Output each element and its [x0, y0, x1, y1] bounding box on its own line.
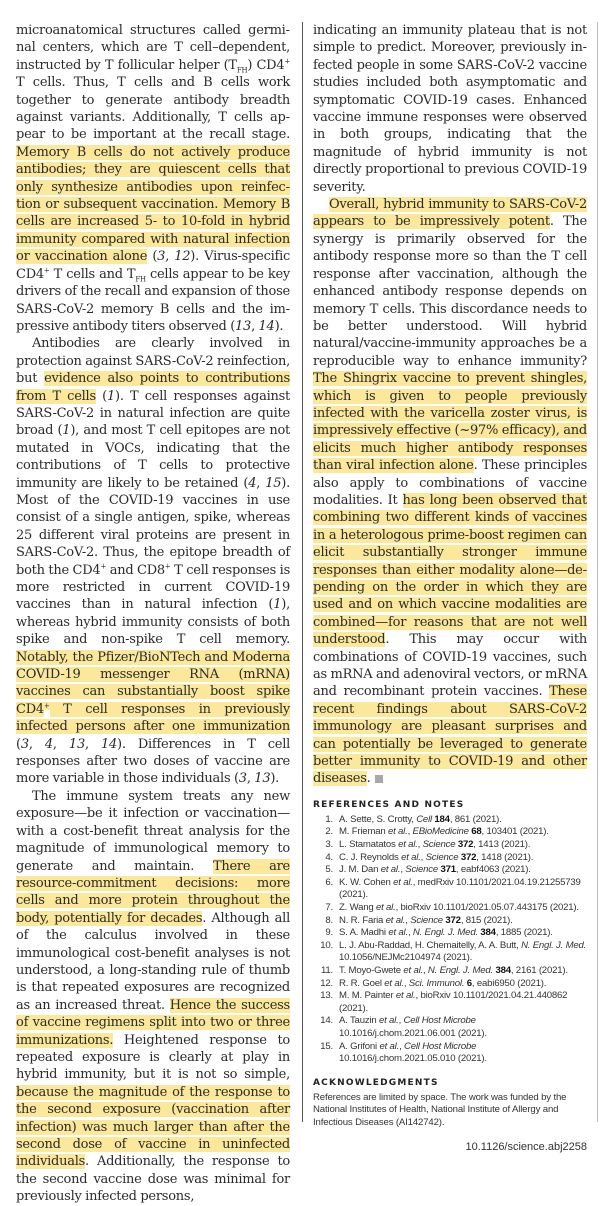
text-run: . The synergy is primarily observed for the antibody response more so than the T cell response after vaccination, although the enhanced antibody response depends on memory T cells. This discordance needs to be better understood. Will hybrid natural/vaccine-immunity approaches be a reproducible way to enhance immunity?: [313, 214, 587, 369]
left-column: [16, 22, 290, 1206]
reference-italic-text: et al.: [385, 914, 406, 926]
reference-item: [313, 877, 587, 902]
right-column-body: [313, 22, 587, 788]
reference-text: ,: [398, 1015, 404, 1027]
highlighted-text: because the magnitude of the response to the second exposure (vaccination after infection) was much larger than after the second dose of vaccine in uninfected individuals: [16, 1084, 290, 1170]
highlighted-text: Hence the success of vaccine regimens split into two or three immunizations.: [16, 997, 290, 1048]
reference-italic-text: et al.: [379, 1040, 400, 1052]
reference-text: Z. Wang: [339, 902, 376, 914]
text-run: ,: [246, 771, 255, 787]
reference-volume: 384: [480, 927, 496, 939]
reference-item: [313, 902, 587, 915]
reference-text: A. Tauzin: [339, 1015, 379, 1027]
reference-italic-text: et al.: [375, 902, 396, 914]
reference-italic-text: N. Engl. J. Med.: [412, 927, 478, 939]
reference-text: ,: [405, 914, 411, 926]
text-run: FH: [135, 275, 146, 284]
reference-italic-text: N. Engl. J. Med.: [521, 939, 587, 951]
text-run: ,: [52, 736, 69, 752]
text-run: . Although all of the calculus involved in these immunological cost-benefit analyses is not understood, a long-standing rule of thumb is that repeated exposures are recognized as an increased threat.: [16, 910, 290, 1013]
highlighted-text: These recent findings about SARS-CoV-2 immunology are pleasant surprises and can potentially be leveraged to generate better immunity to COVID-19 and other diseases: [313, 684, 587, 787]
highlighted-text: The Shingrix vaccine to prevent shingles, which is given to people previously infected with the varicella zoster virus, is impressively effective (~97% efficacy), and elicits much higher antibody responses than viral infection alone: [313, 371, 587, 474]
text-run: ), and most T cell epitopes are not mutated in VOCs, indicating that the contributions of T cells to protective immunity are likely to be retained (: [16, 423, 290, 491]
highlighted-text: There are resource-commitment decisions: more cells and more protein throughout the body, potentially for decades: [16, 858, 290, 926]
reference-item: [313, 864, 587, 877]
reference-number: 6.: [325, 876, 333, 888]
reference-number: 10.: [320, 939, 333, 951]
page-edge-line: [597, 22, 598, 1122]
text-run: T cells. Thus, T cells and B cells work together to generate antibody breadth against variants. Additionally, T cells appear to be important at the recall stage.: [16, 75, 290, 143]
reference-italic-text: Science: [410, 914, 443, 926]
text-run: (: [95, 388, 108, 404]
reference-number: 15.: [320, 1040, 333, 1052]
reference-text: , 815 (2021).: [460, 914, 513, 926]
reference-text: ,: [403, 977, 409, 989]
citation-number: 15: [265, 475, 282, 491]
text-run: . Additionally, the response to the second vaccine dose was minimal for previously infected persons,: [16, 1154, 290, 1205]
highlighted-text: T cell responses in previously infected persons after one immunization: [16, 701, 290, 735]
reference-text: , eabf4063 (2021).: [455, 864, 531, 876]
citation-number: 1: [107, 388, 116, 404]
reference-italic-text: N. Engl. J. Med.: [427, 965, 493, 976]
reference-item: [313, 839, 587, 852]
reference-text: , 1418 (2021).: [476, 851, 534, 863]
text-run: +: [43, 266, 50, 275]
reference-item: [313, 965, 587, 978]
paragraph: [313, 22, 587, 196]
reference-text: ,: [422, 965, 428, 976]
reference-text: , medRxiv 10.1101/2021.04.19.21255739 (2021).: [339, 876, 581, 901]
reference-text: L. Stamatatos: [339, 839, 399, 851]
text-run: ,: [251, 318, 259, 334]
reference-text: ,: [417, 839, 423, 851]
citation-number: 3: [157, 249, 166, 265]
reference-number: 12.: [320, 977, 333, 989]
text-run: (: [16, 736, 21, 752]
reference-italic-text: Cell Host Microbe: [404, 1040, 477, 1052]
citation-number: 13: [235, 318, 252, 334]
reference-italic-text: et al.: [384, 977, 404, 989]
reference-item: [313, 915, 587, 928]
paragraph: [16, 335, 290, 788]
citation-number: 3: [20, 736, 29, 752]
paragraph: [313, 196, 587, 788]
text-run: T cells and T: [49, 266, 136, 282]
reference-text: M. Frieman: [339, 826, 388, 838]
text-run: +: [100, 562, 107, 571]
reference-text: K. W. Cohen: [339, 876, 394, 888]
reference-volume: 184: [434, 813, 450, 825]
citation-number: 1: [62, 423, 71, 439]
reference-text: R. R. Goel: [339, 977, 385, 989]
reference-text: ,: [399, 1040, 404, 1052]
reference-item: [313, 927, 587, 940]
text-run: ), whereas hybrid immunity consists of both spike and non-spike T cell memory.: [16, 597, 290, 648]
text-run: ,: [165, 249, 175, 265]
reference-text: ,: [420, 851, 426, 863]
citation-number: 4: [44, 736, 53, 752]
reference-number: 8.: [325, 914, 333, 926]
text-run: ). T cell responses against SARS-CoV-2 in natural infection are quite broad (: [16, 388, 290, 439]
reference-item: [313, 1041, 587, 1066]
reference-text: N. R. Faria: [339, 914, 386, 926]
reference-italic-text: et al.: [388, 927, 408, 939]
text-run: Heightened response to repeated exposure is clearly at play in hybrid immunity, but it is not so simple,: [16, 1032, 290, 1083]
reference-text: T. Moyo-Gwete: [339, 965, 404, 976]
reference-italic-text: et al.: [401, 851, 421, 863]
reference-text: ,: [400, 864, 406, 876]
text-run: indicating an immunity plateau that is not simple to predict. Moreover, previously infected people in some SARS-CoV-2 vaccine studies included both asymptomatic and symptomatic COVID-19 cases. Enhanced vaccine immune responses were observed in both groups, indicating that the magnitude of hybrid immunity is not directly proportional to previous COVID-19 severity.: [313, 23, 587, 195]
citation-number: 13: [254, 771, 271, 787]
reference-text: C. J. Reynolds: [339, 851, 402, 863]
reference-text: 10.1056/NEJMc2104974 (2021).: [339, 952, 473, 964]
text-run: ,: [84, 736, 101, 752]
reference-text: , 103401 (2021).: [481, 826, 549, 838]
text-run: cells appear to be key drivers of the recall and expansion of those SARS-CoV-2 memory B cells and the impressive antibody titers observed (: [16, 266, 291, 334]
reference-text: ,: [407, 927, 413, 939]
reference-item: [313, 826, 587, 839]
reference-text: , eabi6950 (2021).: [471, 977, 547, 989]
text-run: ).: [274, 318, 284, 334]
text-run: (: [147, 249, 158, 265]
references-list: [313, 814, 587, 1066]
paragraph: [16, 788, 290, 1206]
reference-item: [313, 990, 587, 1015]
reference-italic-text: et al.: [393, 876, 413, 888]
text-run: . These principles also apply to combinations of vaccine modalities. It: [313, 458, 587, 508]
reference-number: 7.: [325, 902, 333, 914]
reference-number: 13.: [320, 990, 333, 1002]
citation-number: 12: [174, 249, 191, 265]
reference-volume: 372: [457, 839, 474, 851]
acknowledgments-text: References are limited by space. The work was funded by the National Institutes of Health, National Institute of Allergy and Infectious Diseases (AI142742).: [313, 1091, 567, 1128]
reference-italic-text: Cell Host Microbe: [403, 1015, 476, 1027]
highlighted-text: has long been observed that combining two different kinds of vaccines in a heterologous prime-boost regimen can elicit substantially stronger immune responses than either modality alone—depending on the order in which they are used and on which vaccine modalities are combined—for reasons that are not well understood: [313, 492, 587, 648]
reference-item: [313, 978, 587, 991]
reference-text: , 1885 (2021).: [495, 927, 553, 939]
citation-number: 14: [258, 318, 275, 334]
reference-text: ,: [407, 826, 413, 838]
reference-volume: 384: [495, 965, 511, 976]
highlighted-text: Memory B cells do not actively produce antibodies; they are quiescent cells that only synthesize antibodies upon reinfection or subsequent vaccination. Memory B cells are increased 5- to 10-fold in hybrid immunity compared with natural infection or vaccination alone: [16, 144, 290, 265]
citation-number: 13: [68, 736, 85, 752]
reference-text: 10.1016/j.chom.2021.05.010 (2021).: [339, 1053, 487, 1065]
citation-number: 14: [100, 736, 118, 752]
text-run: Antibodies are clearly involved in protection against SARS-CoV-2 reinfection, but: [16, 336, 290, 387]
reference-number: 3.: [325, 839, 333, 851]
reference-italic-text: Cell: [416, 813, 432, 825]
highlighted-text: Notably, the Pfizer/BioNTech and Moderna COVID-19 messenger RNA (mRNA) vaccines can substantially boost spike CD4: [16, 649, 290, 717]
reference-text: 10.1016/j.chom.2021.06.001 (2021).: [339, 1027, 487, 1039]
reference-italic-text: EBioMedicine: [412, 826, 469, 838]
reference-text: , bioRxiv 10.1101/2021.05.07.443175 (2021).: [395, 902, 579, 914]
citation-number: 3: [238, 771, 247, 787]
text-run: ).: [270, 771, 280, 787]
reference-italic-text: et al.: [398, 839, 418, 851]
column-divider: [302, 22, 303, 1122]
text-run: microanatomical structures called germinal centers, which are T cell–dependent, instructed by T follicular helper (T: [16, 23, 290, 73]
reference-text: , 2161 (2021).: [510, 965, 568, 976]
reference-volume: 372: [445, 914, 461, 926]
text-run: +: [164, 562, 171, 571]
text-run: ). Differences in T cell responses after two doses of vaccine are more variable in those individuals (: [16, 736, 291, 787]
reference-volume: 372: [460, 851, 477, 863]
highlighted-text: +: [43, 701, 50, 710]
reference-item: [313, 814, 587, 827]
text-run: The immune system treats any new exposure—be it infection or vaccination—with a cost-benefit threat analysis for the magnitude of immunological memory to generate and maintain.: [16, 788, 290, 874]
reference-italic-text: et al.: [380, 864, 401, 876]
text-run: T cell responses is more restricted in current COVID-19 vaccines than in natural infection (: [16, 562, 290, 613]
end-of-article-mark-icon: [375, 775, 383, 783]
reference-item: [313, 852, 587, 865]
reference-text: A. Sette, S. Crotty,: [339, 813, 417, 825]
reference-text: L. J. Abu-Raddad, H. Chemaitelly, A. A. Butt,: [339, 939, 522, 951]
text-run: ,: [256, 475, 266, 491]
reference-volume: 6: [466, 977, 472, 989]
acknowledgments-heading: ACKNOWLEDGMENTS: [313, 1077, 439, 1088]
reference-italic-text: et al.: [378, 1015, 399, 1027]
text-run: . This may occur with combinations of COVID-19 vaccines, such as mRNA and adenoviral vectors, or mRNA and recombinant protein vaccines.: [313, 632, 587, 700]
reference-text: A. Grifoni: [339, 1040, 380, 1052]
text-run: ) CD4: [247, 57, 285, 73]
reference-volume: 68: [471, 826, 482, 838]
reference-number: 5.: [325, 864, 333, 876]
reference-number: 1.: [325, 813, 333, 825]
citation-number: 1: [273, 597, 282, 613]
reference-italic-text: Science: [425, 851, 459, 863]
reference-number: 2.: [325, 826, 333, 838]
reference-text: M. M. Painter: [339, 990, 396, 1002]
reference-italic-text: et al.: [403, 965, 423, 976]
reference-text: J. M. Dan: [339, 864, 381, 876]
paragraph: [16, 22, 290, 335]
highlighted-text: evidence also points to contributions from T cells: [16, 371, 290, 404]
reference-number: 4.: [325, 851, 333, 863]
reference-item: [313, 1015, 587, 1040]
reference-italic-text: Sci. Immunol.: [408, 977, 465, 989]
highlighted-text: Overall, hybrid immunity to SARS-CoV-2 appears to be impressively potent: [313, 197, 587, 230]
reference-text: , 1413 (2021).: [473, 839, 531, 851]
reference-number: 9.: [325, 927, 333, 939]
text-run: .: [366, 771, 371, 787]
doi-link[interactable]: 10.1126/science.abj2258: [465, 1140, 587, 1153]
reference-italic-text: Science: [405, 864, 438, 876]
reference-number: 11.: [320, 965, 333, 976]
text-run: and CD8: [106, 562, 165, 578]
reference-item: [313, 940, 587, 965]
text-run: ,: [28, 736, 45, 752]
reference-text: , bioRxiv 10.1101/2021.04.21.440862 (2021).: [339, 990, 568, 1014]
reference-italic-text: Science: [422, 839, 456, 851]
text-run: FH: [236, 66, 248, 75]
reference-number: 14.: [320, 1015, 333, 1027]
reference-text: S. A. Madhi: [339, 927, 389, 939]
right-column: [313, 22, 587, 1153]
reference-volume: 371: [440, 864, 456, 876]
reference-text: , 861 (2021).: [449, 813, 502, 825]
citation-number: 4: [248, 475, 257, 491]
reference-italic-text: et al.: [387, 826, 408, 838]
text-run: +: [284, 57, 290, 66]
reference-italic-text: et al.: [395, 990, 416, 1002]
references-heading: REFERENCES AND NOTES: [313, 799, 465, 810]
text-run: ). Most of the COVID-19 vaccines in use consist of a single antigen, spike, whereas 25 different viral proteins are present in SARS-CoV-2. Thus, the epitope breadth of both the CD4: [16, 475, 290, 578]
text-run: ). Virus-specific CD4: [16, 249, 291, 282]
